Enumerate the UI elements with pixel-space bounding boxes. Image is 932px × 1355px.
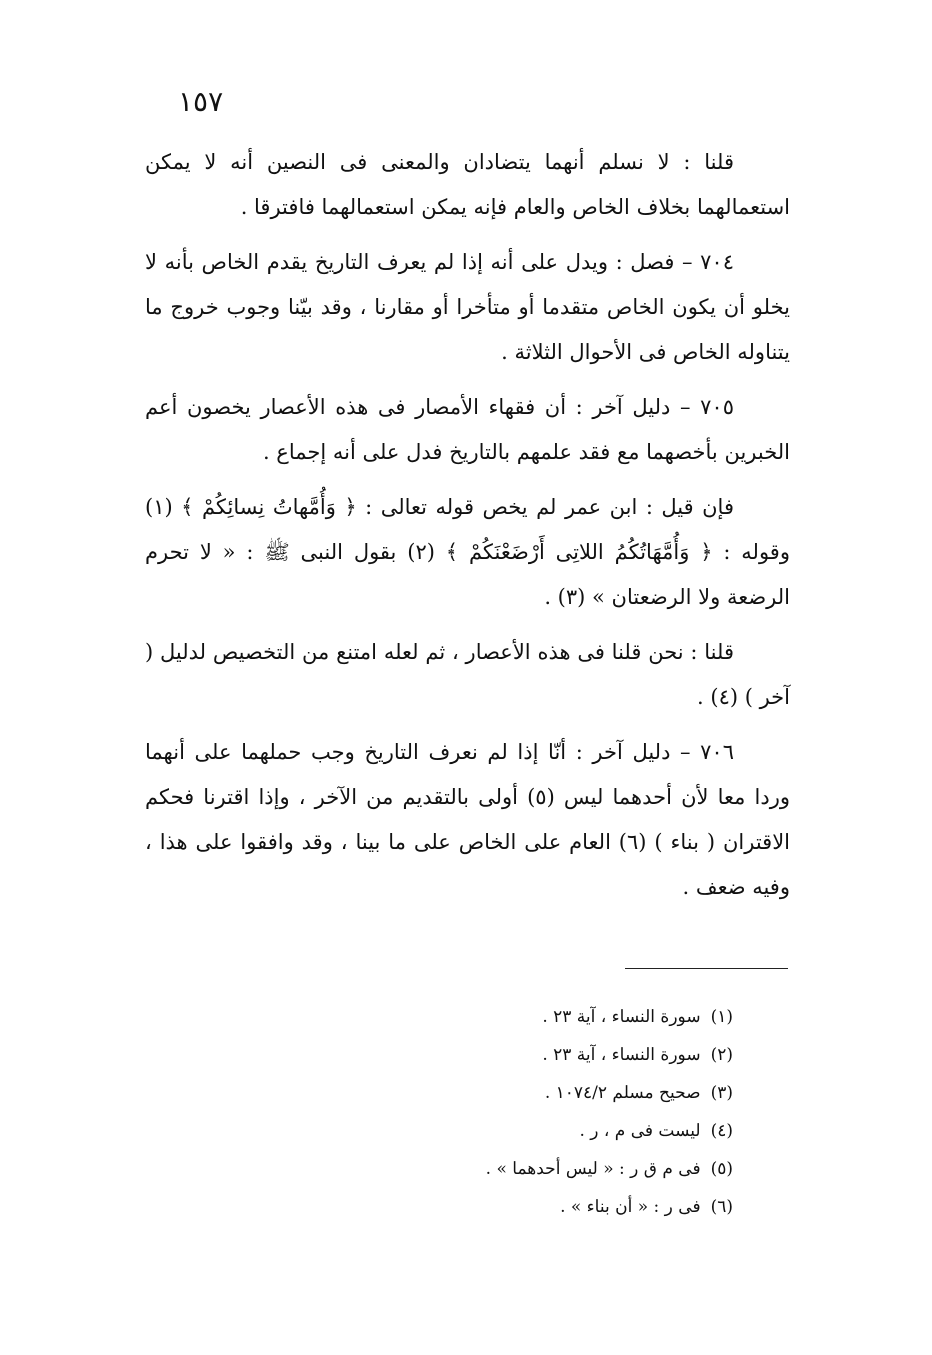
footnote-text: ليست فى م ، ر . bbox=[579, 1121, 701, 1141]
body-text bbox=[145, 140, 790, 920]
footnote bbox=[360, 1074, 733, 1112]
footnote-divider bbox=[625, 968, 788, 969]
footnote-text: فى ر : « أن بناء » . bbox=[560, 1197, 701, 1217]
footnote-text: فى م ق ر : « ليس أحدهما » . bbox=[485, 1159, 701, 1179]
footnote-text: سورة النساء ، آية ٢٣ . bbox=[542, 1045, 701, 1065]
footnote-text: صحيح مسلم ١٠٧٤/٢ . bbox=[544, 1083, 701, 1103]
footnote bbox=[360, 1150, 733, 1188]
footnote-number: (٤) bbox=[710, 1121, 733, 1141]
paragraph: فإن قيل : ابن عمر لم يخص قوله تعالى : ﴿ وَأُمَّهاتُ نِسائِكُمْ ﴾ (١) وقوله : ﴿ وَأُمَّهَاتُكُمُ اللاتِى أَرْضَعْنَكُمْ ﴾ (٢) بقول النبى ﷺ : « لا تحرم الرضعة ولا الرضعتان » (٣) . bbox=[145, 495, 790, 609]
page-number: ١٥٧ bbox=[178, 85, 224, 118]
footnotes bbox=[360, 998, 733, 1226]
footnote bbox=[360, 1188, 733, 1226]
paragraph: ٧٠٤ – فصل : ويدل على أنه إذا لم يعرف التاريخ يقدم الخاص بأنه لا يخلو أن يكون الخاص متقدما أو متأخرا أو مقارنا ، وقد بيّنا وجوب خروج ما يتناوله الخاص فى الأحوال الثلاثة . bbox=[145, 250, 790, 364]
footnote-number: (٦) bbox=[710, 1197, 733, 1217]
footnote bbox=[360, 998, 733, 1036]
footnote-number: (٣) bbox=[710, 1083, 733, 1103]
footnote bbox=[360, 1112, 733, 1150]
footnote-number: (٥) bbox=[710, 1159, 733, 1179]
paragraph: ٧٠٥ – دليل آخر : أن فقهاء الأمصار فى هذه الأعصار يخصون أعم الخبرين بأخصهما مع فقد علمهم بالتاريخ فدل على أنه إجماع . bbox=[145, 395, 790, 464]
paragraph: ٧٠٦ – دليل آخر : أنّا إذا لم نعرف التاريخ وجب حملهما على أنهما وردا معا لأن أحدهما ليس (٥) أولى بالتقديم من الآخر ، وإذا اقترنا فحكم الاقتران ( بناء ) (٦) العام على الخاص على ما بينا ، وقد وافقوا على هذا ، وفيه ضعف . bbox=[145, 740, 791, 899]
footnote bbox=[360, 1036, 733, 1074]
paragraph: قلنا : لا نسلم أنهما يتضادان والمعنى فى النصين أنه لا يمكن استعمالهما بخلاف الخاص والعام فإنه يمكن استعمالهما فافترقا . bbox=[145, 150, 790, 219]
footnote-text: سورة النساء ، آية ٢٣ . bbox=[542, 1007, 701, 1027]
footnote-number: (١) bbox=[710, 1007, 733, 1027]
paragraph: قلنا : نحن قلنا فى هذه الأعصار ، ثم لعله امتنع من التخصيص لدليل ( آخر ) (٤) . bbox=[145, 640, 790, 709]
footnote-number: (٢) bbox=[710, 1045, 733, 1065]
